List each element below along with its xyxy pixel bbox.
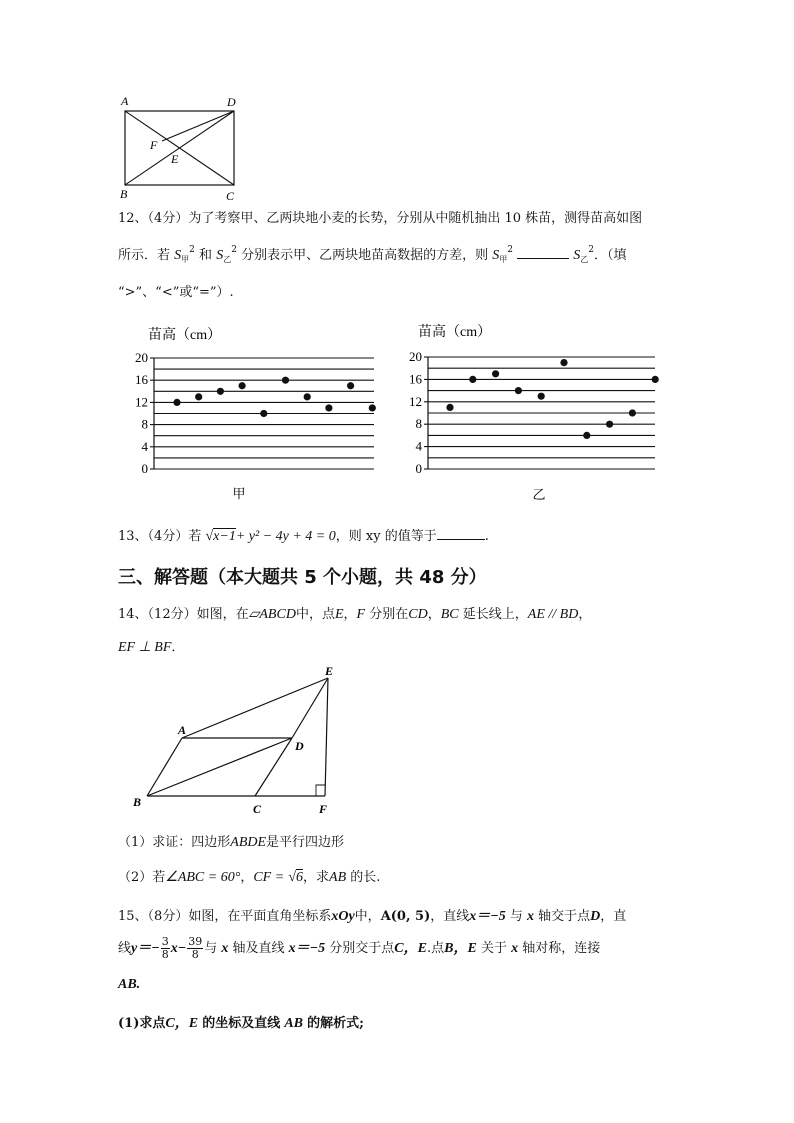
chart-jia bbox=[118, 318, 383, 508]
chart-jia-point bbox=[304, 393, 311, 400]
q15-line3 bbox=[118, 977, 140, 993]
q15-x-minus: x− bbox=[170, 941, 187, 956]
q15-x: x bbox=[527, 909, 535, 924]
chart-yi-point bbox=[446, 404, 453, 411]
q12-text2b: 分别表示甲、乙两块地苗高数据的方差，则 bbox=[241, 248, 489, 263]
sqrt6-radicand: 6 bbox=[296, 870, 304, 885]
fraction-39-8 bbox=[187, 936, 203, 961]
q14-AE-parallel: AE // BD bbox=[527, 607, 579, 622]
q15-D: D bbox=[590, 909, 601, 924]
q15-t9: 轴及直线 bbox=[232, 941, 285, 956]
q15-CE: C，E bbox=[394, 941, 427, 956]
q15-t13: 轴对称，连接 bbox=[522, 941, 601, 956]
chart-yi-point bbox=[652, 376, 659, 383]
q15-p1-AB: AB bbox=[284, 1016, 304, 1031]
q12-line2 bbox=[118, 244, 626, 265]
q15-x3: x bbox=[511, 941, 519, 956]
q15-t3: ，直线 bbox=[430, 909, 470, 924]
chart-jia-point bbox=[195, 393, 202, 400]
sqrt6: √6 bbox=[288, 870, 304, 885]
q12-line1 bbox=[118, 207, 642, 226]
q15-p1-CE: C，E bbox=[165, 1016, 199, 1031]
fig14-label-F: F bbox=[319, 802, 328, 816]
q15-t5: 轴交于点 bbox=[538, 909, 591, 924]
q15-t8: 与 bbox=[204, 941, 218, 956]
chart-yi-tick-label: 4 bbox=[415, 438, 422, 454]
chart-yi-tick-label: 16 bbox=[409, 371, 422, 387]
sqrt-radicand: x−1 bbox=[213, 529, 236, 544]
q14-p1a: （1）求证：四边形 bbox=[118, 835, 231, 850]
sqrt-expression: √x−1 bbox=[205, 529, 236, 544]
chart-yi-point bbox=[560, 359, 567, 366]
frac1-den: 8 bbox=[161, 948, 169, 961]
q15-x2: x bbox=[221, 941, 229, 956]
q14-part2 bbox=[118, 866, 380, 886]
q14-CF: CF = bbox=[253, 870, 285, 885]
chart-yi-point bbox=[469, 376, 476, 383]
q14-E: E bbox=[334, 607, 344, 622]
sup-2c: 2 bbox=[507, 245, 513, 255]
q14-t2: 中，点 bbox=[295, 607, 335, 622]
answer-blank-13[interactable] bbox=[437, 527, 485, 540]
chart-jia-title: 苗高（cm） bbox=[148, 328, 222, 343]
fig14-label-B: B bbox=[133, 795, 142, 809]
chart-jia-tick-label: 12 bbox=[135, 394, 148, 410]
q15-t7: 线 bbox=[118, 941, 132, 956]
q15-x-eq: x＝−5 bbox=[469, 909, 506, 924]
q14-AB: AB bbox=[329, 870, 347, 885]
fig14-label-E: E bbox=[325, 664, 334, 678]
q12-text1: 为了考察甲、乙两块地小麦的长势，分别从中随机抽出 10 株苗，测得苗高如图 bbox=[188, 211, 643, 226]
fig14-label-C: C bbox=[253, 802, 262, 816]
chart-jia-tick-label: 0 bbox=[141, 461, 148, 476]
frac2-num: 39 bbox=[188, 935, 203, 948]
sup-2b: 2 bbox=[231, 245, 237, 255]
chart-jia-point bbox=[369, 404, 376, 411]
sub-yi-2: 乙 bbox=[580, 255, 589, 264]
fig14-label-A: A bbox=[178, 723, 187, 737]
label-B: B bbox=[120, 187, 128, 201]
fig14-label-D: D bbox=[295, 739, 304, 753]
chart-yi bbox=[393, 315, 668, 508]
q14-t3: 分别在 bbox=[369, 607, 409, 622]
q14-comma2: ， bbox=[427, 607, 441, 622]
q14-p1c: 是平行四边形 bbox=[266, 835, 345, 850]
chart-jia-tick-label: 16 bbox=[135, 372, 148, 388]
q12-text2c: ．（填 bbox=[593, 248, 627, 263]
q15-number: 15、（8分） bbox=[118, 909, 189, 924]
q15-y-eq: y＝− bbox=[131, 941, 160, 956]
answer-blank-12[interactable] bbox=[517, 246, 569, 259]
q15-t2: 中， bbox=[354, 909, 381, 924]
q14-p2h: 的长. bbox=[350, 870, 381, 885]
q15-t1: 如图，在平面直角坐标系 bbox=[188, 909, 332, 924]
q14-line1 bbox=[118, 603, 591, 623]
section-title: 三、解答题（本大题共 5 个小题，共 48 分） bbox=[118, 567, 487, 588]
fraction-3-8 bbox=[161, 936, 170, 961]
q15-p1a: (1)求点 bbox=[118, 1016, 166, 1031]
q13-tail: ，则 xy 的值等于 bbox=[335, 529, 437, 544]
label-C: C bbox=[226, 189, 235, 203]
q12-number: 12、（4分） bbox=[118, 211, 189, 226]
q15-AB: AB. bbox=[118, 977, 141, 992]
chart-yi-title: 苗高（cm） bbox=[418, 325, 492, 340]
chart-jia-point bbox=[325, 404, 332, 411]
q13-equation: + y² − 4y + 4 = 0 bbox=[235, 529, 336, 544]
chart-jia-point bbox=[347, 382, 354, 389]
s-jia: S bbox=[174, 248, 182, 263]
q14-line2 bbox=[118, 636, 184, 656]
chart-jia-point bbox=[282, 377, 289, 384]
q13-end: . bbox=[484, 529, 489, 544]
q12-line3 bbox=[118, 281, 234, 300]
q14-parallelogram: ▱ABCD bbox=[248, 607, 296, 622]
q15-t4: 与 bbox=[509, 909, 523, 924]
q14-ABDE: ABDE bbox=[230, 835, 267, 850]
q15-xOy: xOy bbox=[331, 909, 355, 924]
chart-yi-tick-label: 12 bbox=[409, 393, 422, 409]
q15-p1e: 的解析式; bbox=[307, 1016, 364, 1031]
q14-p2a: （2）若 bbox=[118, 870, 166, 885]
q15-t11: .点 bbox=[426, 941, 445, 956]
q14-CD: CD bbox=[408, 607, 428, 622]
sup-2a: 2 bbox=[189, 245, 195, 255]
q12-he: 和 bbox=[199, 248, 213, 263]
q15-A: A(0, 5) bbox=[380, 909, 431, 924]
q14-BC: BC bbox=[440, 607, 459, 622]
sub-jia-2: 甲 bbox=[499, 255, 508, 264]
q14-period: ． bbox=[171, 640, 185, 655]
chart-yi-point bbox=[492, 370, 499, 377]
q15-BE: B，E bbox=[444, 941, 477, 956]
chart-jia-tick-label: 8 bbox=[141, 416, 148, 432]
q14-part1 bbox=[118, 831, 344, 851]
chart-yi-point bbox=[538, 393, 545, 400]
rectangle-figure bbox=[110, 90, 250, 205]
sub-jia: 甲 bbox=[181, 255, 190, 264]
chart-yi-point bbox=[583, 432, 590, 439]
q12-text2a: 所示．若 bbox=[118, 248, 171, 263]
sub-yi: 乙 bbox=[223, 255, 232, 264]
q13-line bbox=[118, 525, 489, 545]
chart-jia-xlabel: 甲 bbox=[232, 486, 246, 501]
s-yi-2: S bbox=[573, 248, 581, 263]
s-yi: S bbox=[216, 248, 224, 263]
chart-jia-point bbox=[173, 399, 180, 406]
chart-yi-tick-label: 0 bbox=[415, 461, 422, 476]
label-E: E bbox=[171, 152, 179, 166]
q14-F: F bbox=[356, 607, 366, 622]
chart-jia-point bbox=[260, 410, 267, 417]
chart-yi-tick-label: 20 bbox=[409, 349, 422, 364]
q13-number: 13、（4分） bbox=[118, 529, 189, 544]
q15-line1 bbox=[118, 905, 626, 925]
q15-line2 bbox=[118, 936, 600, 961]
q13-ruo: 若 bbox=[188, 529, 202, 544]
label-A: A bbox=[121, 94, 129, 108]
label-F: F bbox=[150, 138, 158, 152]
q14-t1: 如图，在 bbox=[196, 607, 249, 622]
q14-p2f: ，求 bbox=[303, 870, 330, 885]
chart-yi-point bbox=[629, 409, 636, 416]
q14-p2c: ， bbox=[240, 870, 254, 885]
chart-jia-tick-label: 20 bbox=[135, 350, 148, 365]
q15-line4 bbox=[118, 1012, 364, 1032]
q15-t10: 分别交于点 bbox=[329, 941, 395, 956]
q14-comma: ， bbox=[343, 607, 357, 622]
s-jia-2: S bbox=[492, 248, 500, 263]
chart-yi-point bbox=[515, 387, 522, 394]
q12-text3: “>”、“<”或“=”）. bbox=[118, 285, 234, 300]
q15-t6: ，直 bbox=[600, 909, 627, 924]
q14-number: 14、（12分） bbox=[118, 607, 197, 622]
q14-angle: ∠ABC = 60° bbox=[165, 870, 241, 885]
chart-jia-point bbox=[217, 388, 224, 395]
chart-yi-tick-label: 8 bbox=[415, 416, 422, 432]
label-D: D bbox=[227, 95, 236, 109]
q14-comma3: ， bbox=[578, 607, 592, 622]
q14-t4: 延长线上， bbox=[462, 607, 528, 622]
q14-EF-perp: EF ⊥ BF bbox=[118, 640, 172, 655]
frac1-num: 3 bbox=[161, 935, 169, 948]
q15-p1c: 的坐标及直线 bbox=[202, 1016, 281, 1031]
frac2-den: 8 bbox=[191, 948, 199, 961]
chart-jia-point bbox=[239, 382, 246, 389]
chart-jia-tick-label: 4 bbox=[141, 438, 148, 454]
chart-yi-point bbox=[606, 421, 613, 428]
sup-2d: 2 bbox=[588, 245, 594, 255]
chart-yi-xlabel: 乙 bbox=[532, 487, 546, 502]
parallelogram-figure bbox=[125, 663, 350, 818]
q15-x-eq2: x＝−5 bbox=[288, 941, 326, 956]
q15-t12: 关于 bbox=[480, 941, 507, 956]
